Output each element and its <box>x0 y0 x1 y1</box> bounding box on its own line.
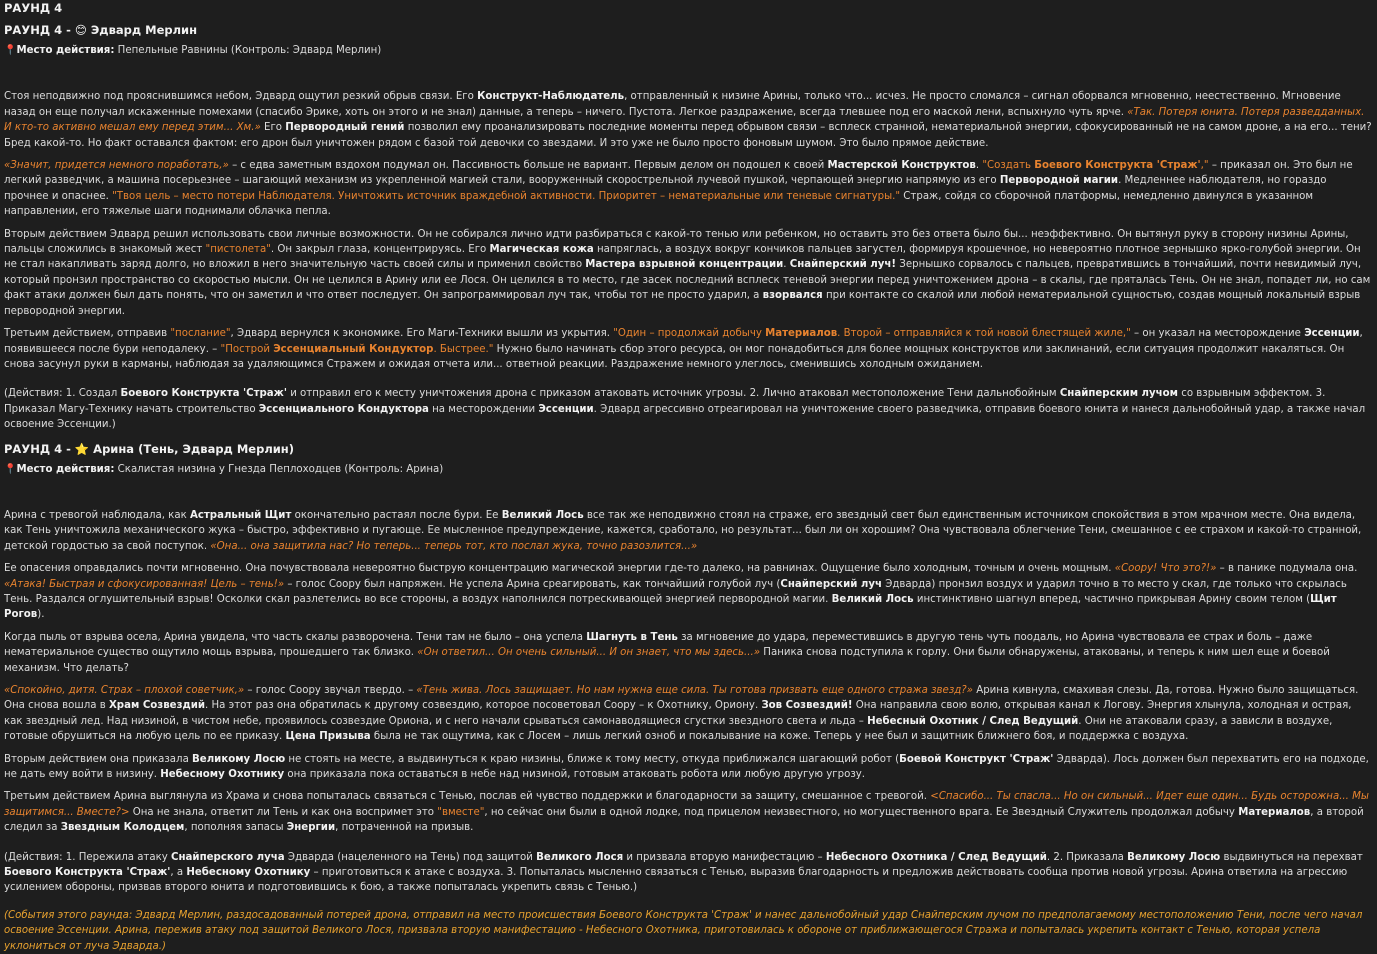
paragraph: Ее опасения оправдались почти мгновенно. Она почувствовала невероятно быструю концентрацию магической энергии где-то далеко, на равнинах. Ощущение было холодным, точным и очень мощным. «Соору! Что это?!» – в панике подумала она. «Атака! Быстрая и сфокусированная! Цель – тень!» – голос Соору был напряжен. Не успела Арина среагировать, как тончайший голубой луч (Снайперский луч Эдварда) пронзил воздух и ударил точно в то место у скал, где только что скрылась Тень. Раздался оглушительный взрыв! Осколки скал разлетелись во все стороны, а воздух наполнился потрескивающей энергией первородной магии. Великий Лось инстинктивно шагнул вперед, частично прикрывая Арину своим телом (Щит Рогов). <box>4 563 1358 621</box>
location-label: Место действия: <box>16 45 115 56</box>
paragraph: Третьим действием, отправив "послание", Эдвард вернулся к экономике. Его Маги-Техники вышли из укрытия. "Один – продолжай добычу Материалов. Второй – отправляйся к той новой блестящей жиле," – он указал на месторождение Эссенции, появившееся после бури неподалеку. – "Построй Эссенциальный Кондуктор. Быстрее." Нужно было начинать сбор этого ресурса, он мог понадобиться для более мощных конструктов или заклинаний, если ситуация продолжит накаляться. Он снова засунул руки в карманы, наблюдая за удаляющимся Стражем и ожидая отчета или... ответной реакции. Раздражение немного улеглось, сменившись холодным ожиданием. <box>4 328 1363 370</box>
location-line <box>4 43 1373 58</box>
section-heading-edward: РАУНД 4 - 😊 Эдвард Мерлин <box>4 23 198 37</box>
paragraph: Когда пыль от взрыва осела, Арина увидела, что часть скалы разворочена. Тени там не было – она успела Шагнуть в Тень за мгновение до удара, переместившись в другую тень чуть поодаль, но Арина чувствовала ее страх и боль – даже нематериальное существо ощутило мощь взрыва, прошедшего так близко. «Он ответил... Он очень сильный... И он знает, что мы здесь...» Паника снова подступила к горлу. Они были обнаружены, атакованы, и теперь к ним шел еще и боевой механизм. Что делать? <box>4 631 1330 674</box>
location-label: Место действия: <box>16 463 115 475</box>
section-heading-arina: РАУНД 4 - ⭐ Арина (Тень, Эдвард Мерлин) <box>4 441 295 456</box>
paragraph: Вторым действием она приказала Великому Лосю не стоять на месте, а выдвинуться к краю низины, ближе к тому месту, откуда приближался шагающий робот (Боевой Конструкт 'Страж' Эдварда). Лось должен был перехватить его на подходе, не дать ему войти в низину. Небесному Охотнику она приказала пока оставаться в небе над низиной, готовым атаковать робота или любую другую угрозу. <box>4 753 1369 781</box>
paragraph: «Значит, придется немного поработать,» – с едва заметным вздохом подумал он. Пассивность больше не вариант. Первым делом он подошел к своей Мастерской Конструктов. "Создать Боевого Конструкта 'Страж'," – приказал он. Это был не легкий разведчик, а машина посерьезнее – шагающий механизм из укрепленной магией стали, вооруженный скорострельной лучевой пушкой, черпающей энергию напрямую из его Первородной магии. Медленнее наблюдателя, но гораздо прочнее и опаснее. "Твоя цель – место потери Наблюдателя. Уничтожить источник враждебной активности. Приоритет – нематериальные или теневые сигнатуры." Страж, сойдя со сборочной платформы, немедленно двинулся в указанном направлении, его тяжелые шаги поднимали облачка пепла. <box>4 160 1353 218</box>
location-line <box>4 462 1373 477</box>
paragraph: «Спокойно, дитя. Страх – плохой советчик,» – голос Соору звучал твердо. – «Тень жива. Лось защищает. Но нам нужна еще сила. Ты готова призвать еще одного стража звезд?» Арина кивнула, смахивая слезы. Да, готова. Нужно было защищаться. Она снова вошла в Храм Созвездий. На этот раз она обратилась к другому созвездию, которое посоветовал Соору – к Охотнику, Ориону. Зов Созвездий! Она направила свою волю, открывая канал к Логову. Энергия хлынула, холодная и острая, как звездный лед. Над низиной, в чистом небе, проявилось созвездие Ориона, и с него начали срываться самонаводящиеся сгустки звездного света и льда – Небесный Охотник / След Ведущий. Они не атаковали сразу, а зависли в воздухе, готовые обрушиться на любую цель по ее приказу. Цена Призыва была не так ощутима, как с Лосем – лишь легкий озноб и покалывание на коже. Теперь у нее был и защитник ближнего боя, и поддержка с воздуха. <box>4 685 1359 743</box>
round-label: РАУНД 4 <box>4 1 63 15</box>
location-value: Скалистая низина у Гнезда Пеплоходцев (Контроль: Арина) <box>117 463 444 475</box>
paragraph: Вторым действием Эдвард решил использовать свои личные возможности. Он не собирался лично идти разбираться с какой-то тенью или ребенком, но оставить это без ответа было бы... неэффективно. Он вытянул руку в сторону низины Арины, пальцы сложились в знакомый жест "пистолета". Он закрыл глаза, концентрируясь. Его Магическая кожа напряглась, а воздух вокруг кончиков пальцев загустел, формируя крошечное, но невероятно плотное зернышко ярко-голубой энергии. Он не стал накапливать заряд долго, но вложил в него значительную часть своей силы и применил свойство Мастера взрывной концентрации. Снайперский луч! Зернышко сорвалось с пальцев, превратившись в тончайший, почти невидимый луч, который пронзил пространство со скоростью мысли. Он не целился в Арину или ее Лося. Он целился в то место, где засек последний всплеск теневой энергии перед уничтожением дрона – в скалы, где пряталась Тень. Он не знал, попадет ли, но сам факт атаки должен был дать понять, что он заметил и что ответ последует. Он запрограммировал луч так, чтобы тот не просто ударил, а взорвался при контакте со скалой или любой нематериальной сущностью, создав мощный локальный взрыв первородной энергии. <box>4 228 1371 317</box>
location-value: Пепельные Равнины (Контроль: Эдвард Мерлин) <box>117 45 382 56</box>
paragraph: Стоя неподвижно под прояснившимся небом, Эдвард ощутил резкий обрыв связи. Его Конструкт-Наблюдатель, отправленный к низине Арины, только что... исчез. Не просто сломался – сигнал оборвался мгновенно, неестественно. Мгновение назад он еще получал искаженные помехами (спасибо Эрике, хоть он этого и не знал) данные, а теперь – ничего. Пустота. Легкое раздражение, всегда тлевшее под его маской лени, вспыхнуло чуть ярче. «Так. Потеря юнита. Потеря разведданных. И кто-то активно мешал ему перед этим... Хм.» Его Первородный гений позволил ему проанализировать последние моменты перед обрывом связи – всплеск странной, нематериальной энергии, сфокусированный не на самом дроне, а на его... тени? Бред какой-то. Но факт оставался фактом: его дрон был уничтожен рядом с базой той девочки со звездами. И это уже не было просто фоновым шумом. Это было прямое действие. <box>4 91 1372 149</box>
paragraph: (Действия: 1. Создал Боевого Конструкта 'Страж' и отправил его к месту уничтожения дрона с приказом атаковать источник угрозы. 2. Лично атаковал местоположение Тени дальнобойным Снайперским лучом со взрывным эффектом. 3. Приказал Магу-Технику начать строительство Эссенциального Кондуктора на месторождении Эссенции. Эдвард агрессивно отреагировал на уничтожение своего разведчика, отправив боевого юнита и нанеся дальнобойный удар, а также начал освоение Эссенции.) <box>4 388 1366 431</box>
paragraph: Арина с тревогой наблюдала, как Астральный Щит окончательно растаял после бури. Ее Великий Лось все так же неподвижно стоял на страже, его звездный свет был единственным источником спокойствия в этом мрачном месте. Она видела, как Тень уничтожила механического жука – быстро, эффективно и пугающе. Ее мысленное предупреждение, кажется, сработало, но результат... был ли он хорошим? Она чувствовала облегчение Тени, смешанное с ее страхом и какой-то странной, детской гордостью за свой поступок. «Она... она защитила нас? Но теперь... теперь тот, кто послал жука, точно разозлится...» <box>4 509 1362 552</box>
paragraph: Третьим действием Арина выглянула из Храма и снова попыталась связаться с Тенью, послав ей чувство поддержки и благодарности за защиту, смешанное с тревогой. <Спасибо... Ты спасла... Но он сильный... Идет еще один... Будь осторожна... Мы защитимся... Вместе?> Она не знала, ответит ли Тень и как она воспримет это "вместе", но сейчас они были в одной лодке, под прицелом неизвестного, но могущественного врага. Ее Звездный Служитель продолжал добычу Материалов, а второй следил за Звездным Колодцем, пополняя запасы Энергии, потраченной на призыв. <box>4 791 1369 834</box>
pin-icon: 📍 <box>4 463 17 475</box>
pin-icon: 📍 <box>4 45 17 56</box>
round-summary: (События этого раунда: Эдвард Мерлин, раздосадованный потерей дрона, отправил на место происшествия Боевого Конструкта 'Страж' и нанес дальнобойный удар Снайперским лучом по предполагаемому местоположению Тени, после чего начал освоение Эссенции. Арина, пережив атаку под защитой Великого Лося, призвала вторую манифестацию - Небесного Охотника, приготовилась к обороне от приближающегося Стража и попыталась укрепить контакт с Тенью, которая успела уклониться от луча Эдварда.) <box>4 909 1363 952</box>
paragraph: (Действия: 1. Пережила атаку Снайперского луча Эдварда (нацеленного на Тень) под защитой Великого Лося и призвала вторую манифестацию – Небесного Охотника / След Ведущий. 2. Приказала Великому Лосю выдвинуться на перехват Боевого Конструкта 'Страж', а Небесному Охотнику – приготовиться к атаке с воздуха. 3. Попыталась мысленно связаться с Тенью, выразив благодарность и предложив действовать сообща против новой угрозы. Арина ответила на агрессию усилением обороны, призвав второго юнита и подготовившись к бою, а также попыталась укрепить связь с Тенью.) <box>4 851 1363 894</box>
